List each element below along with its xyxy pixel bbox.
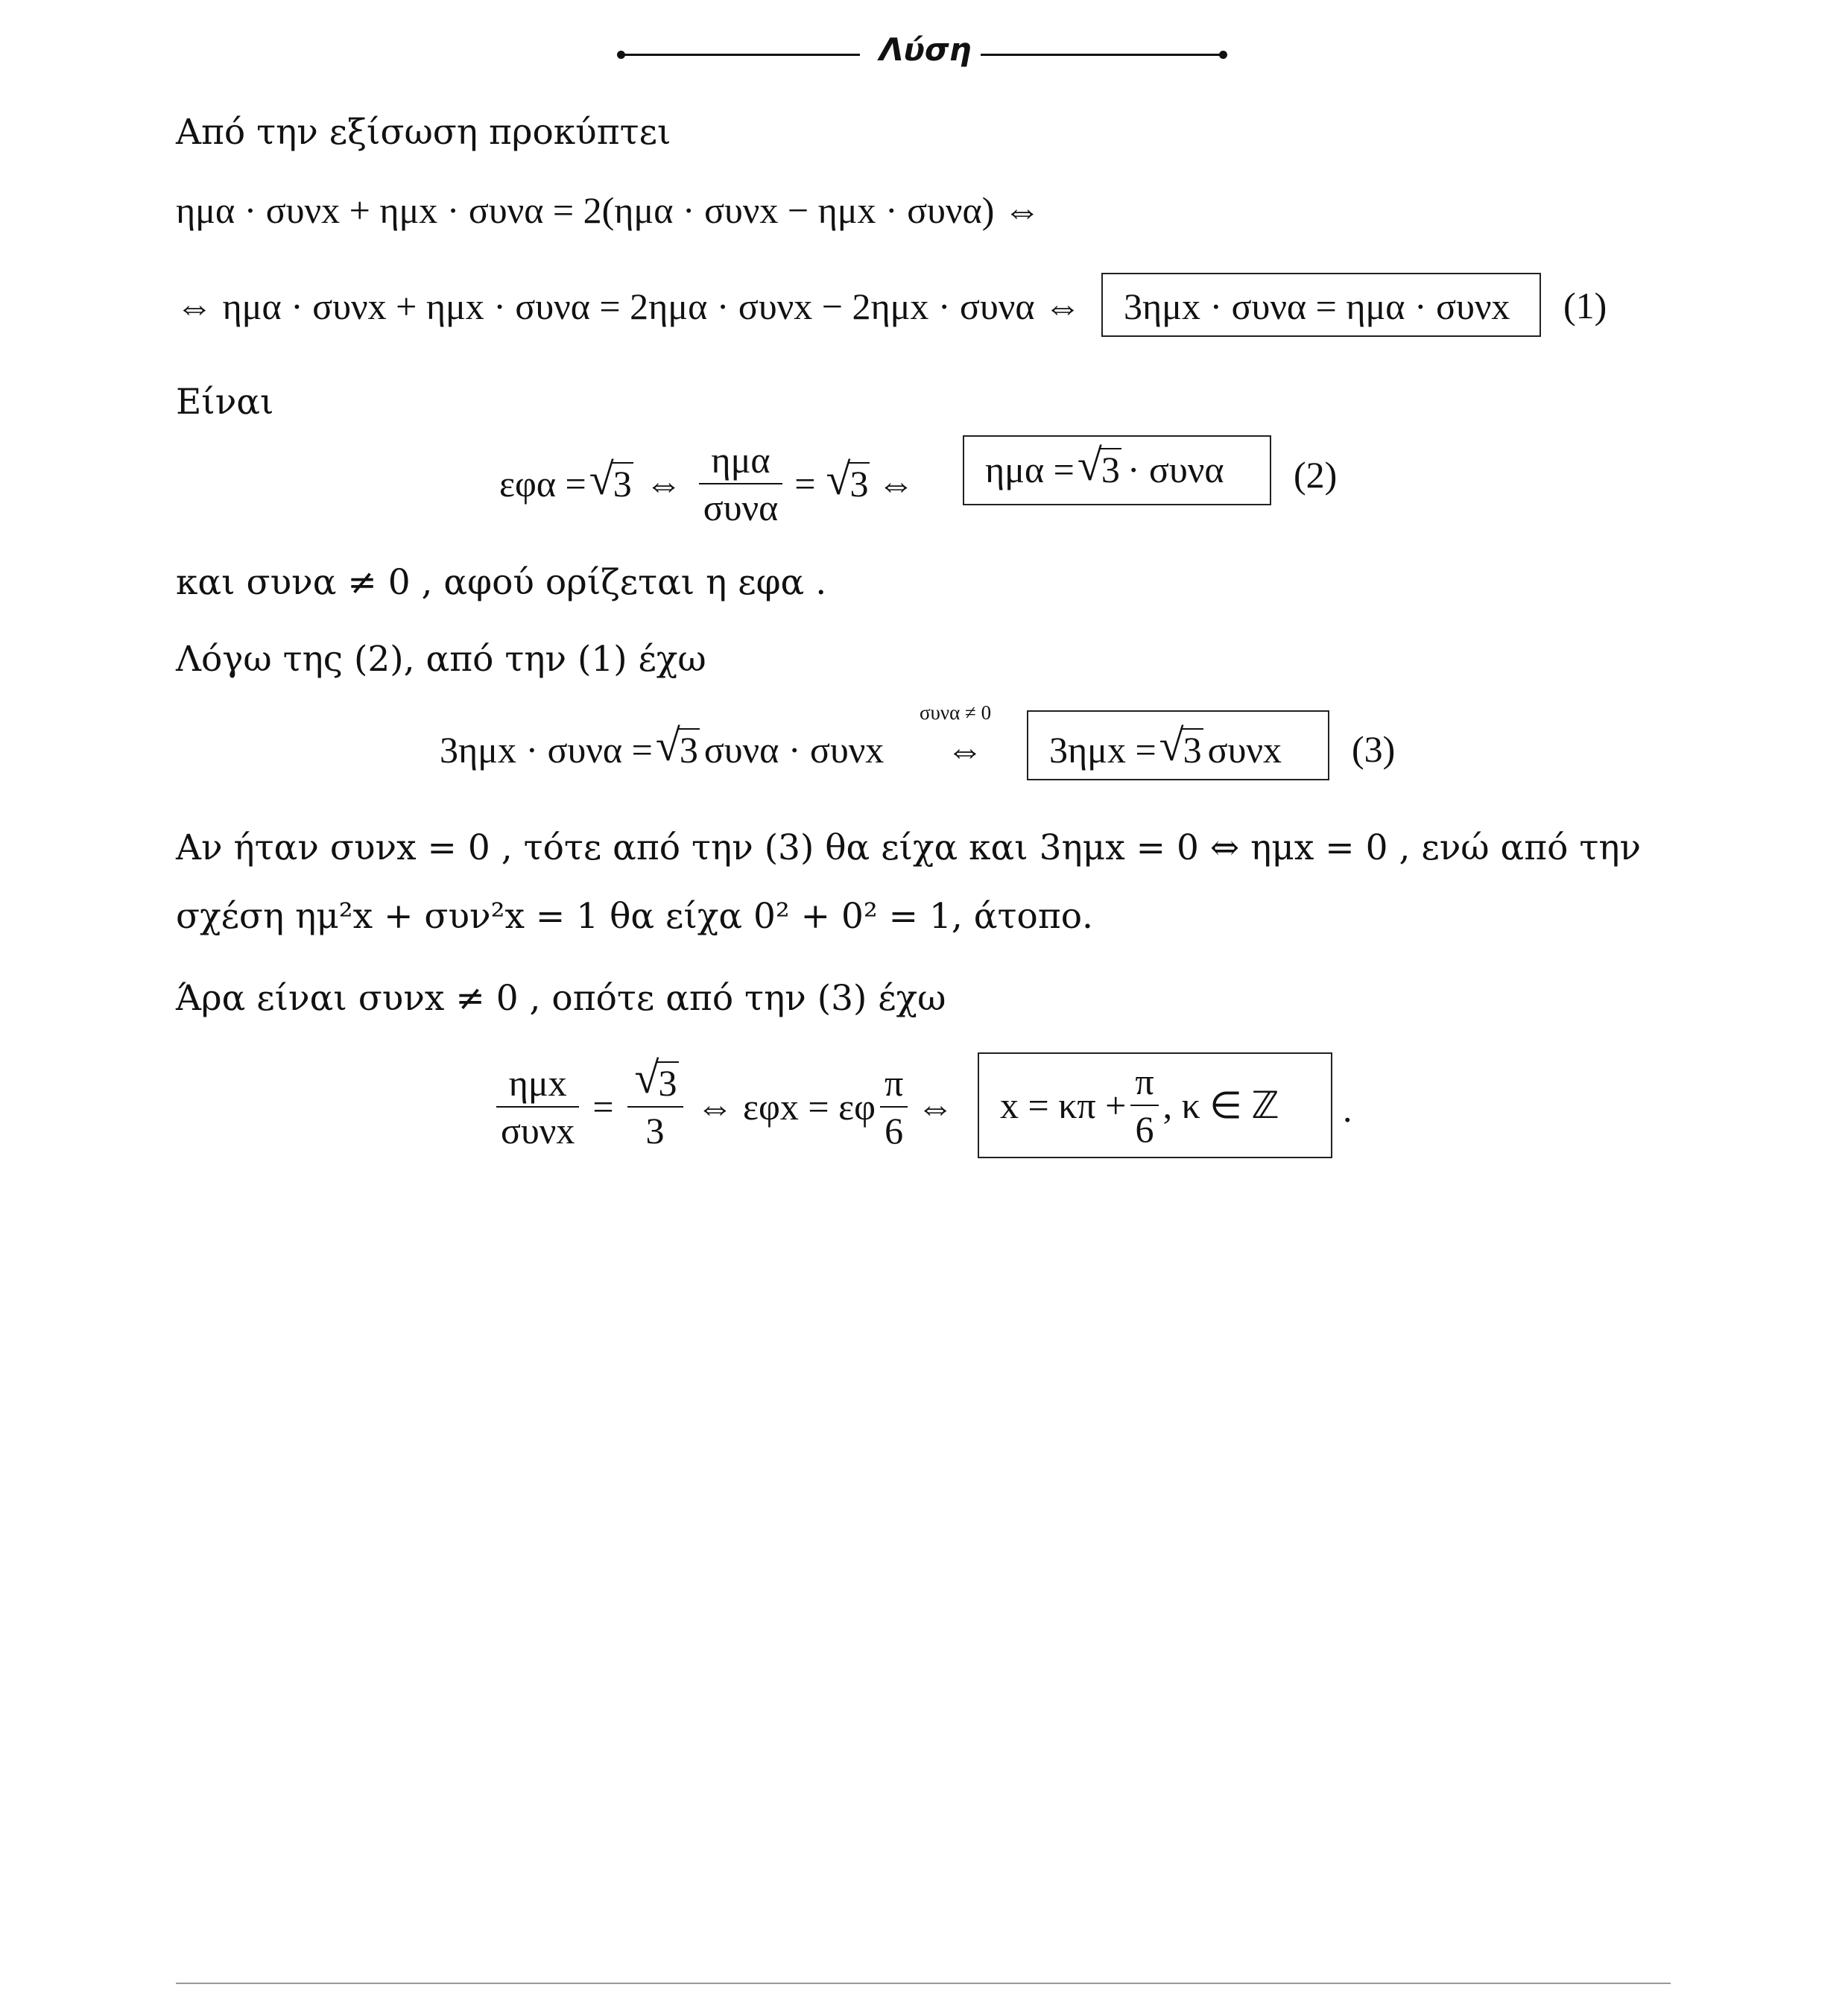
sqrt-3-c: √ 3	[1077, 440, 1120, 490]
iff-arrow-conditional: ⇔	[946, 729, 984, 771]
tan-lhs: εφα =	[499, 463, 586, 505]
sqrt-3-e: √ 3	[1159, 721, 1202, 771]
fraction-sin-cos: $\frac{\text{ημα}}{\text{συνα}}$	[699, 437, 783, 531]
boxed-result-2-text: ημα = √ 3 · συνα	[985, 440, 1224, 490]
iff-arrow: ⇔	[877, 463, 915, 505]
boxed-final-answer-text: x = κπ + $\frac{\pi}{6}$ , κ ∈ ℤ	[1000, 1057, 1279, 1154]
title-right-rule	[981, 54, 1224, 56]
fraction-sinx-cosx: $\frac{\text{ημx}}{\text{συνx}}$	[496, 1060, 579, 1154]
line-einai: Είναι	[176, 382, 274, 423]
fraction-pi-over-6: $\frac{\pi}{6}$	[880, 1060, 908, 1154]
fraction-sqrt3-over-3: √ 3 3	[627, 1060, 683, 1154]
iff-arrow: ⇔	[645, 463, 683, 505]
equation-tan	[499, 435, 922, 532]
line-intro: Από την εξίσωση προκύπτει	[176, 112, 671, 153]
line-because: Λόγω της (2), από την (1) έχω	[176, 639, 706, 680]
line-cos-nonzero: και συνα ≠ 0 , αφού ορίζεται η εφα .	[176, 562, 827, 603]
title-right-dot	[1219, 51, 1227, 59]
equals-sign: =	[794, 463, 816, 505]
sqrt-3-b: √ 3	[826, 455, 869, 505]
line-therefore: Άρα είναι συνx ≠ 0 , οπότε από την (3) έχω	[176, 978, 946, 1019]
final-period: .	[1343, 1088, 1352, 1130]
equation-final: $\frac{\text{ημx}}{\text{συνx}}$ = √ 3 3 ⇔ εφx = εφ $\frac{\pi}{6}$ ⇔	[492, 1051, 954, 1163]
fraction-pi-over-6-b: $\frac{\pi}{6}$	[1130, 1058, 1158, 1152]
equation-number-1: (1)	[1563, 285, 1607, 326]
page-title: Λύση	[879, 31, 972, 68]
condition-over-arrow: συνα ≠ 0	[920, 701, 992, 724]
equation-number-3: (3)	[1352, 728, 1396, 770]
sqrt-3-d: √ 3	[655, 721, 698, 771]
sqrt-3-a: √ 3	[589, 455, 632, 505]
equation-1: ημα · συνx + ημx · συνα = 2(ημα · συνx − ημx · συνα) ⇔	[176, 189, 1041, 231]
equation-3: 3ημx · συνα = √ 3 συνα · συνx	[440, 721, 885, 771]
footer-rule	[176, 1983, 1671, 1984]
boxed-result-1-text: 3ημx · συνα = ημα · συνx	[1124, 285, 1510, 327]
boxed-result-3-text: 3ημx = √ 3 συνx	[1049, 721, 1282, 771]
equation-2: ⇔ ημα · συνx + ημx · συνα = 2ημα · συνx − 2ημx · συνα ⇔	[176, 285, 1082, 327]
line-contradiction-1: Αν ήταν συνx = 0 , τότε από την (3) θα είχα και 3ημx = 0 ⇔ ημx = 0 , ενώ από την	[176, 827, 1642, 868]
equation-number-2: (2)	[1294, 454, 1338, 496]
title-left-rule	[621, 54, 860, 56]
line-contradiction-2: σχέση ημ²x + συν²x = 1 θα είχα 0² + 0² = 1, άτοπο.	[176, 896, 1093, 937]
